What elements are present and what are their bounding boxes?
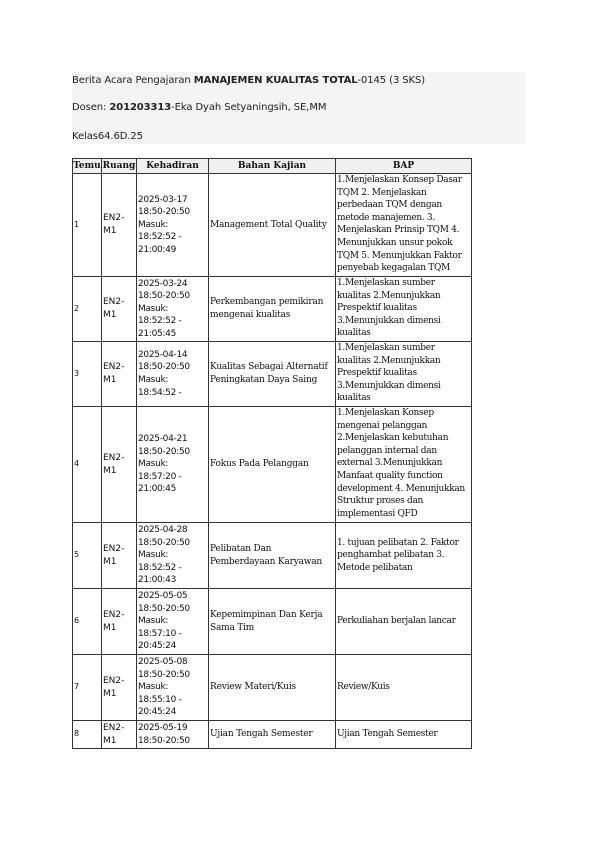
cell-bahan-kajian: Kepemimpinan Dan Kerja Sama Tim — [209, 589, 336, 655]
lecturer-name: -Eka Dyah Setyaningsih, SE,MM — [171, 102, 327, 113]
cell-bap: 1.Menjelaskan Konsep Dasar TQM 2. Menjelaskan perbedaan TQM dengan metode manajemen. 3. Menjelaskan Prinsip TQM 4. Menunjukkan unsur pokok TQM 5. Menunjukkan Faktor penyebab kegagalan TQM — [336, 174, 472, 277]
cell-bahan-kajian: Management Total Quality — [209, 174, 336, 277]
col-header-kehadiran: Kehadiran — [137, 159, 209, 174]
cell-ruang: EN2-M1 — [102, 407, 137, 523]
cell-bahan-kajian: Review Materi/Kuis — [209, 655, 336, 721]
cell-kehadiran: 2025-05-05 18:50-20:50 Masuk: 18:57:10 - 20:45:24 — [137, 589, 209, 655]
course-title-line — [72, 75, 425, 86]
cell-bap: Review/Kuis — [336, 655, 472, 721]
table-row — [73, 655, 472, 721]
cell-temu: 7 — [73, 655, 102, 721]
table-row — [73, 174, 472, 277]
cell-bap: 1.Menjelaskan Konsep mengenai pelanggan 2.Menjelaskan kebutuhan pelanggan internal dan external 3.Menunjukkan Manfaat quality function development 4. Menunjukkan Struktur proses dan implementasi QFD — [336, 407, 472, 523]
bap-table — [72, 158, 472, 749]
class-label: Kelas — [72, 131, 98, 142]
table-header-row — [73, 159, 472, 174]
cell-temu: 4 — [73, 407, 102, 523]
cell-bap: Ujian Tengah Semester — [336, 721, 472, 749]
table-row — [73, 523, 472, 589]
cell-bap: 1.Menjelaskan sumber kualitas 2.Menunjukkan Prespektif kualitas 3.Menunjukkan dimensi kualitas — [336, 342, 472, 407]
document-header — [72, 72, 525, 144]
cell-kehadiran: 2025-03-24 18:50-20:50 Masuk: 18:52:52 - 21:05:45 — [137, 277, 209, 342]
cell-ruang: EN2-M1 — [102, 721, 137, 749]
lecturer-id: 201203313 — [109, 102, 172, 113]
cell-kehadiran: 2025-04-14 18:50-20:50 Masuk: 18:54:52 - — [137, 342, 209, 407]
table-row — [73, 721, 472, 749]
course-suffix: -0145 (3 SKS) — [357, 75, 426, 86]
col-header-temu: Temu — [73, 159, 102, 174]
cell-ruang: EN2-M1 — [102, 589, 137, 655]
cell-bap: 1.Menjelaskan sumber kualitas 2.Menunjukkan Prespektif kualitas 3.Menunjukkan dimensi kualitas — [336, 277, 472, 342]
cell-ruang: EN2-M1 — [102, 655, 137, 721]
cell-ruang: EN2-M1 — [102, 174, 137, 277]
cell-kehadiran: 2025-05-19 18:50-20:50 — [137, 721, 209, 749]
lecturer-label: Dosen: — [72, 102, 110, 113]
cell-bahan-kajian: Kualitas Sebagai Alternatif Peningkatan Daya Saing — [209, 342, 336, 407]
cell-temu: 1 — [73, 174, 102, 277]
table-row — [73, 277, 472, 342]
cell-temu: 2 — [73, 277, 102, 342]
col-header-ruang: Ruang — [102, 159, 137, 174]
cell-kehadiran: 2025-04-28 18:50-20:50 Masuk: 18:52:52 - 21:00:43 — [137, 523, 209, 589]
cell-ruang: EN2-M1 — [102, 342, 137, 407]
cell-temu: 6 — [73, 589, 102, 655]
title-prefix: Berita Acara Pengajaran — [72, 75, 194, 86]
cell-kehadiran: 2025-05-08 18:50-20:50 Masuk: 18:55:10 - 20:45:24 — [137, 655, 209, 721]
cell-bahan-kajian: Pelibatan Dan Pemberdayaan Karyawan — [209, 523, 336, 589]
lecturer-line — [72, 102, 326, 113]
cell-kehadiran: 2025-03-17 18:50-20:50 Masuk: 18:52:52 - 21:00:49 — [137, 174, 209, 277]
cell-temu: 8 — [73, 721, 102, 749]
class-line — [72, 131, 143, 142]
col-header-bahan-kajian: Bahan Kajian — [209, 159, 336, 174]
cell-bahan-kajian: Fokus Pada Pelanggan — [209, 407, 336, 523]
cell-ruang: EN2-M1 — [102, 277, 137, 342]
cell-bahan-kajian: Ujian Tengah Semester — [209, 721, 336, 749]
course-name: MANAJEMEN KUALITAS TOTAL — [193, 75, 358, 86]
table-row — [73, 589, 472, 655]
cell-temu: 5 — [73, 523, 102, 589]
table-row — [73, 342, 472, 407]
cell-bap: 1. tujuan pelibatan 2. Faktor penghambat pelibatan 3. Metode pelibatan — [336, 523, 472, 589]
table-row — [73, 407, 472, 523]
cell-ruang: EN2-M1 — [102, 523, 137, 589]
cell-bap: Perkuliahan berjalan lancar — [336, 589, 472, 655]
cell-kehadiran: 2025-04-21 18:50-20:50 Masuk: 18:57:20 - 21:00:45 — [137, 407, 209, 523]
col-header-bap: BAP — [336, 159, 472, 174]
cell-temu: 3 — [73, 342, 102, 407]
class-value: 64.6D.25 — [97, 131, 143, 142]
cell-bahan-kajian: Perkembangan pemikiran mengenai kualitas — [209, 277, 336, 342]
